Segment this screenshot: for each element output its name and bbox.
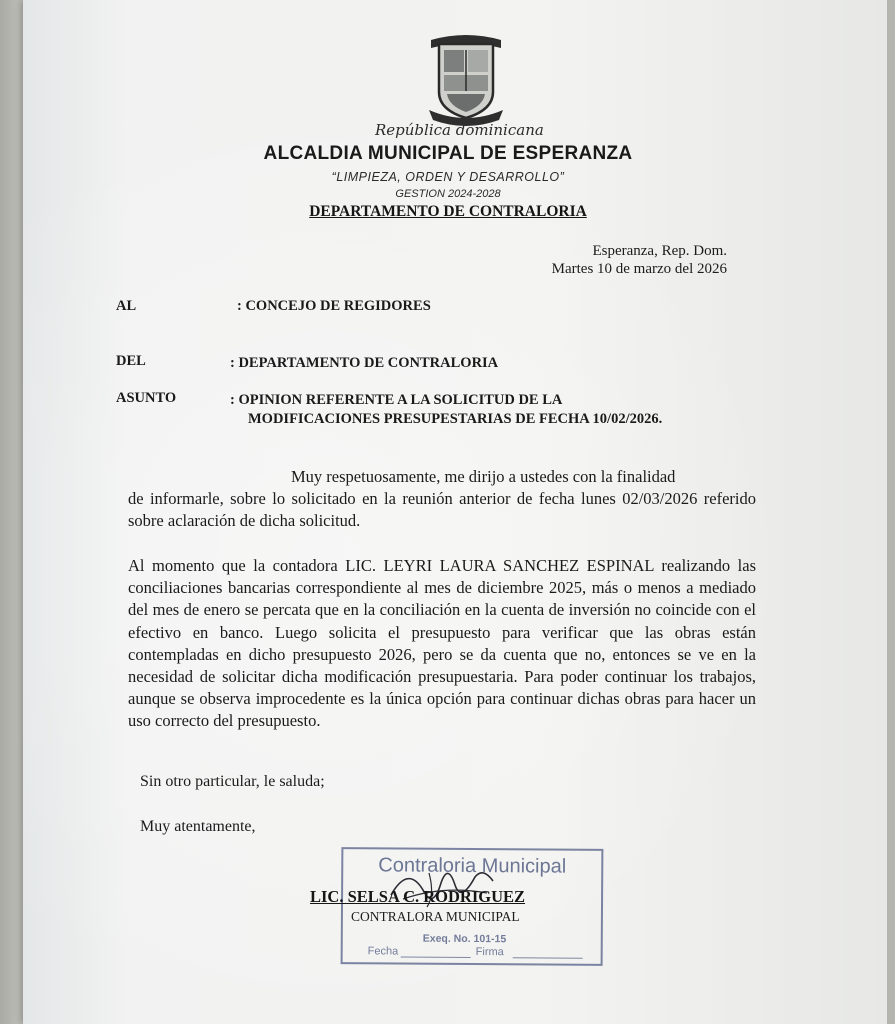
stamp-title: Contraloria Municipal [378,854,567,878]
subject-line-1: : OPINION REFERENTE A LA SOLICITUD DE LA [230,392,563,408]
letter-page [23,0,887,1024]
paragraph-1 [128,466,756,533]
subject-label: ASUNTO [116,390,177,406]
closing-regards: Muy atentamente, [140,818,256,835]
municipal-emblem-icon [425,30,507,126]
to-value: : CONCEJO DE REGIDORES [237,298,431,314]
institution-title: ALCALDIA MUNICIPAL DE ESPERANZA [263,143,633,164]
stamp-signature-label: Firma [475,946,504,959]
signatory-name: LIC. SELSA C. RODRIGUEZ [310,887,526,906]
date-line: Martes 10 de marzo del 2026 [551,261,727,277]
term-label: GESTION 2024-2028 [395,188,501,200]
republic-label: República dominicana [375,121,544,139]
to-label: AL [116,298,137,314]
stamp-date-line [401,957,471,958]
motto: “LIMPIEZA, ORDEN Y DESARROLLO” [331,170,565,184]
stamp-exequatur: Exeq. No. 101-15 [422,932,507,946]
background-edge [887,0,895,1024]
signatory-title: CONTRALORA MUNICIPAL [351,909,520,924]
from-label: DEL [116,353,146,369]
closing-salutation: Sin otro particular, le saluda; [140,773,325,790]
stamp-signature-line [513,957,583,958]
from-value: : DEPARTAMENTO DE CONTRALORIA [230,355,499,371]
place-line: Esperanza, Rep. Dom. [592,243,727,259]
paragraph-1-rest: de informarle, sobre lo solicitado en la reunión anterior de fecha lunes 02/03/2026 referido sobre aclaración de dicha solicitud. [128,489,756,531]
department-heading: DEPARTAMENTO DE CONTRALORIA [309,203,587,220]
paragraph-1-first-line: Muy respetuosamente, me dirijo a ustedes con la finalidad [291,467,676,486]
stamp-date-label: Fecha [367,945,399,958]
subject-line-2: MODIFICACIONES PRESUPESTARIAS DE FECHA 10/02/2026. [248,411,663,427]
paragraph-2: Al momento que la contadora LIC. LEYRI LAURA SANCHEZ ESPINAL realizando las conciliaciones bancarias correspondiente al mes de diciembre 2025, más o menos a mediado del mes de enero se percata que en la conciliación en la cuenta de inversión no coincide con el efectivo en banco. Luego solicita el presupuesto para verificar que las obras están contempladas en dicho presupuesto 2026, pero se da cuenta que no, entonces se ve en la necesidad de solicitar dicha modificación presupuestaria. Para poder continuar los trabajos, aunque se observa improcedente es la única opción para continuar dichas obras para hacer un uso correcto del presupuesto. [128,556,756,731]
